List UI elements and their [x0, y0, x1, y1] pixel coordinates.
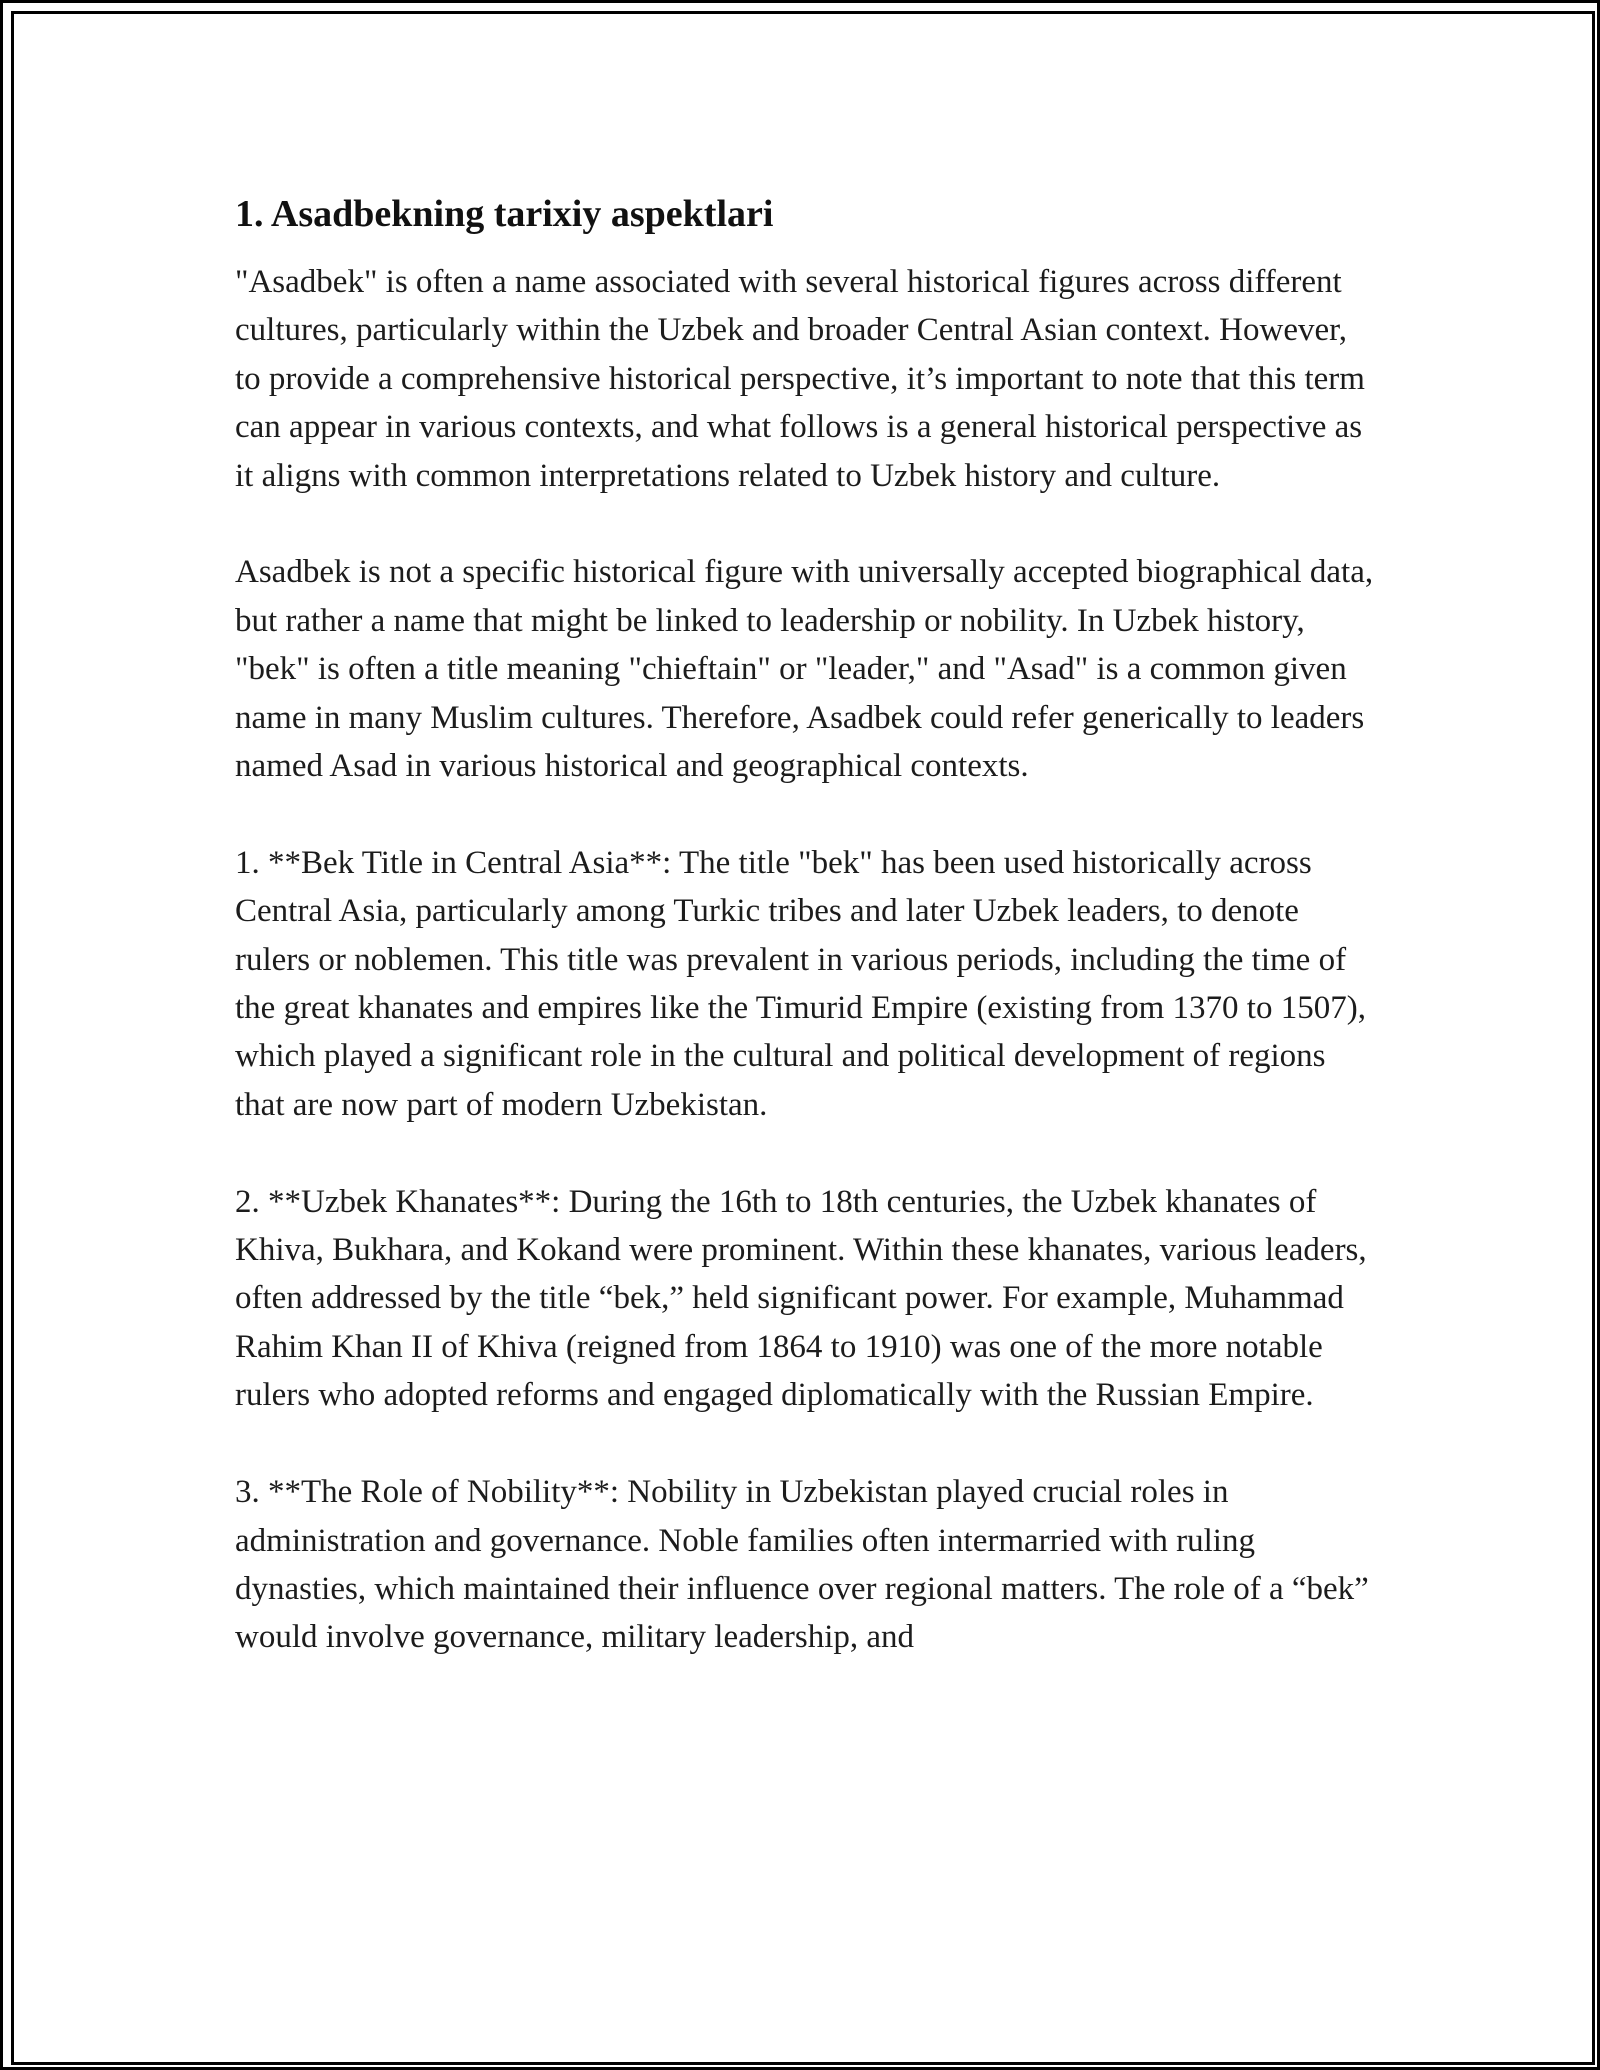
paragraph-uzbek-khanates: 2. **Uzbek Khanates**: During the 16th to 18th centuries, the Uzbek khanates of Khiva, Bukhara, and Kokand were prominent. Within these khanates, various leaders, often addressed by the title “bek,” held significant power. For example, Muhammad Rahim Khan II of Khiva (reigned from 1864 to 1910) was one of the more notable rulers who adopted reforms and engaged diplomatically with the Russian Empire. — [235, 1183, 1367, 1414]
document-body — [235, 190, 1375, 1710]
document-title: 1. Asadbekning tarixiy aspektlari — [235, 193, 774, 235]
paragraph-role-of-nobility: 3. **The Role of Nobility**: Nobility in Uzbekistan played crucial roles in administration and governance. Noble families often intermarried with ruling dynasties, which maintained their influence over regional matters. The role of a “bek” would involve governance, military leadership, and — [235, 1474, 1369, 1656]
paragraph-name-meaning: Asadbek is not a specific historical figure with universally accepted biographical data, but rather a name that might be linked to leadership or nobility. In Uzbek history, "bek" is often a title meaning "chieftain" or "leader," and "Asad" is a common given name in many Muslim cultures. Therefore, Asadbek could refer generically to leaders named Asad in various historical and geographical contexts. — [235, 554, 1374, 785]
paragraph-bek-title: 1. **Bek Title in Central Asia**: The title "bek" has been used historically across Central Asia, particularly among Turkic tribes and later Uzbek leaders, to denote rulers or noblemen. This title was prevalent in various periods, including the time of the great khanates and empires like the Timurid Empire (existing from 1370 to 1507), which played a significant role in the cultural and political development of regions that are now part of modern Uzbekistan. — [235, 844, 1366, 1123]
paragraph-intro: "Asadbek" is often a name associated with several historical figures across different cultures, particularly within the Uzbek and broader Central Asian context. However, to provide a comprehensive historical perspective, it’s important to note that this term can appear in various contexts, and what follows is a general historical perspective as it aligns with common interpretations related to Uzbek history and culture. — [235, 264, 1365, 494]
